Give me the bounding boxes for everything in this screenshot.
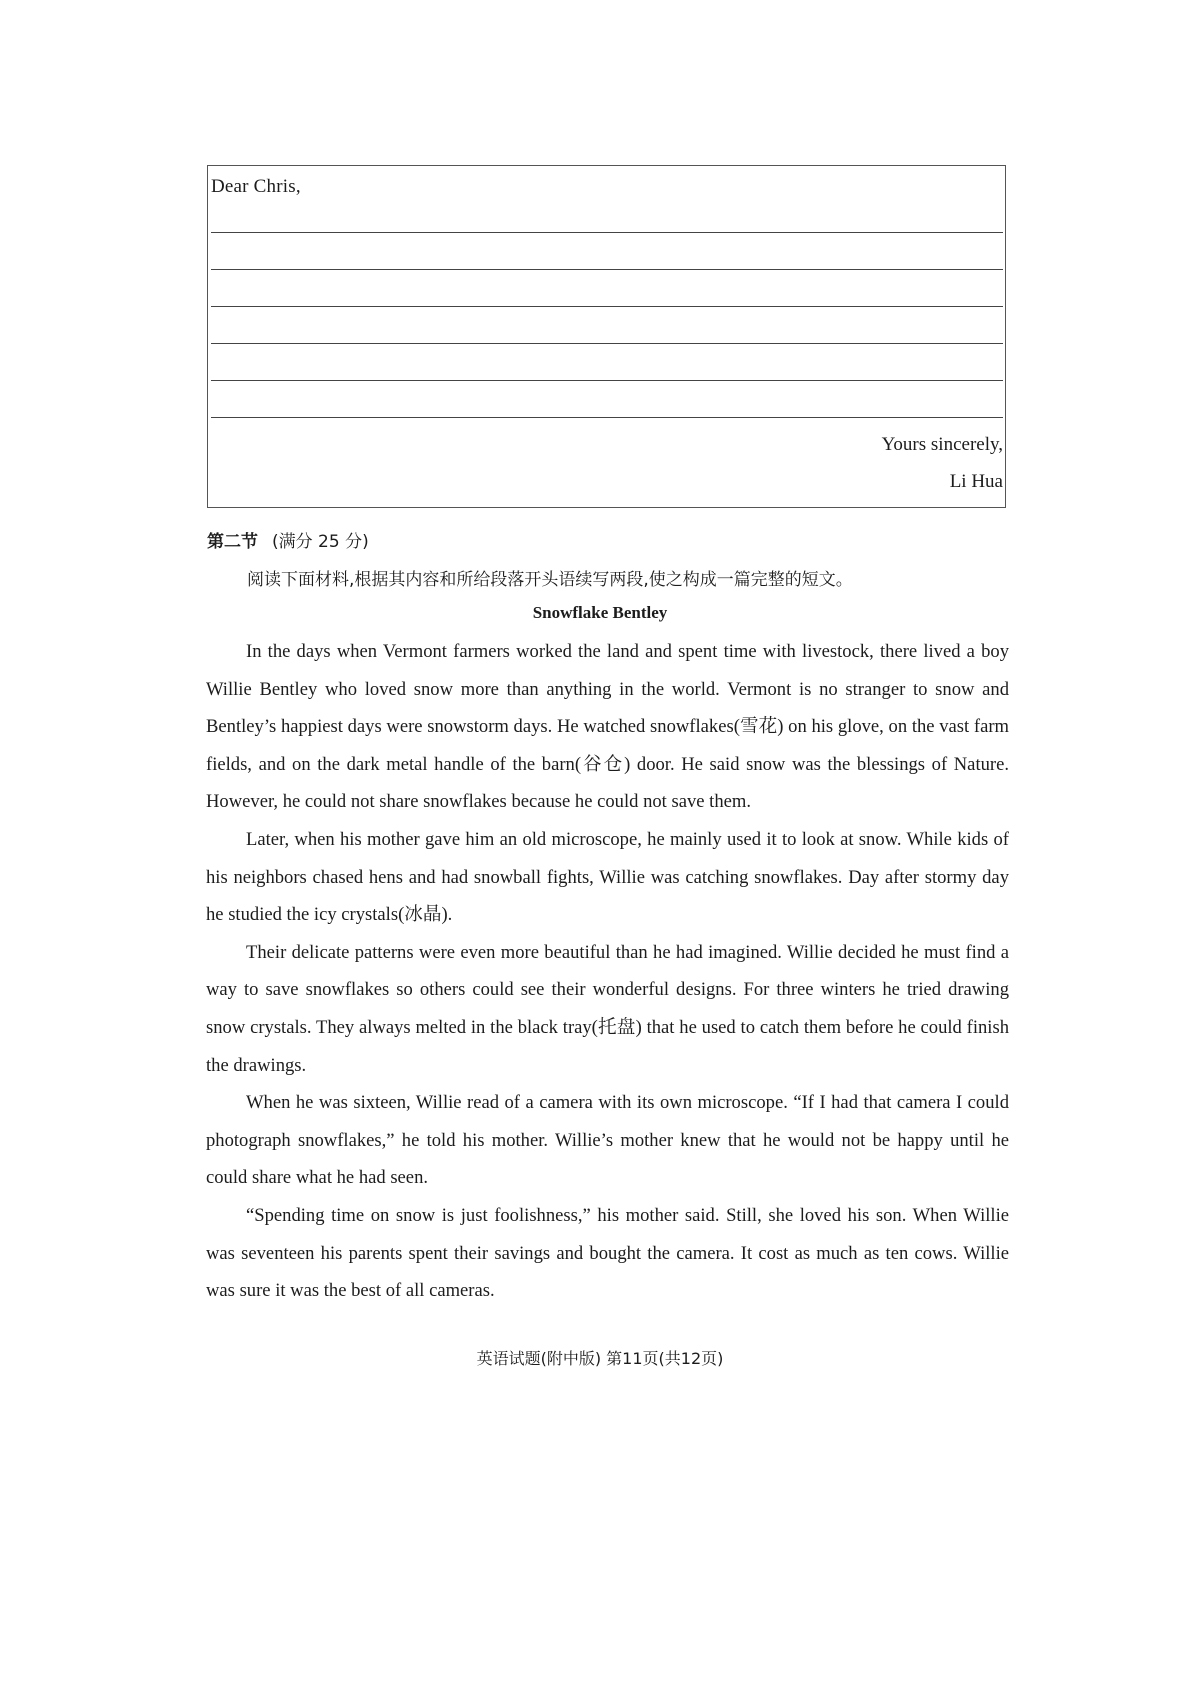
- story-paragraph: When he was sixteen, Willie read of a camera with its own microscope. “If I had that camera I could photograph snowflakes,” he told his mother. Willie’s mother knew that he would not be happy until he could share what he had seen.: [206, 1092, 1009, 1189]
- letter-signature: Li Hua: [949, 471, 1003, 492]
- story-paragraph: “Spending time on snow is just foolishness,” his mother said. Still, she loved his son. When Willie was seventeen his parents spent their savings and bought the camera. It cost as much as ten cows. Willie was sure it was the best of all cameras.: [206, 1204, 1009, 1302]
- writing-line: [211, 269, 1003, 270]
- story-paragraph: Their delicate patterns were even more beautiful than he had imagined. Willie decided he must find a way to save snowflakes so others could see their wonderful designs. For three winters he tried drawing snow crystals. They always melted in the black tray(托盘) that he used to catch them before he could finish the drawings.: [206, 941, 1009, 1076]
- writing-line: [211, 306, 1003, 307]
- section-heading: [207, 527, 369, 552]
- writing-line: [211, 232, 1003, 233]
- letter-closing: Yours sincerely,: [881, 434, 1003, 455]
- section-points: (满分 25 分): [272, 532, 369, 552]
- section-label: 第二节: [207, 532, 258, 552]
- section-instruction: 阅读下面材料,根据其内容和所给段落开头语续写两段,使之构成一篇完整的短文。: [247, 570, 853, 590]
- letter-writing-box: [207, 165, 1006, 508]
- story-paragraph: In the days when Vermont farmers worked the land and spent time with livestock, there lived a boy Willie Bentley who loved snow more than anything in the world. Vermont is no stranger to snow and Bentley’s happiest days were snowstorm days. He watched snowflakes(雪花) on his glove, on the vast farm fields, and on the dark metal handle of the barn(谷仓) door. He said snow was the blessings of Nature. However, he could not share snowflakes because he could not save them.: [206, 641, 1009, 813]
- writing-line: [211, 343, 1003, 344]
- page-footer: 英语试题(附中版) 第11页(共12页): [476, 1349, 724, 1368]
- writing-line: [211, 380, 1003, 381]
- story-body: [206, 633, 1009, 1310]
- story-paragraph: Later, when his mother gave him an old microscope, he mainly used it to look at snow. While kids of his neighbors chased hens and had snowball fights, Willie was catching snowflakes. Day after stormy day he studied the icy crystals(冰晶).: [206, 828, 1009, 926]
- letter-greeting: Dear Chris,: [211, 176, 301, 197]
- writing-line: [211, 417, 1003, 418]
- story-title: Snowflake Bentley: [532, 603, 668, 622]
